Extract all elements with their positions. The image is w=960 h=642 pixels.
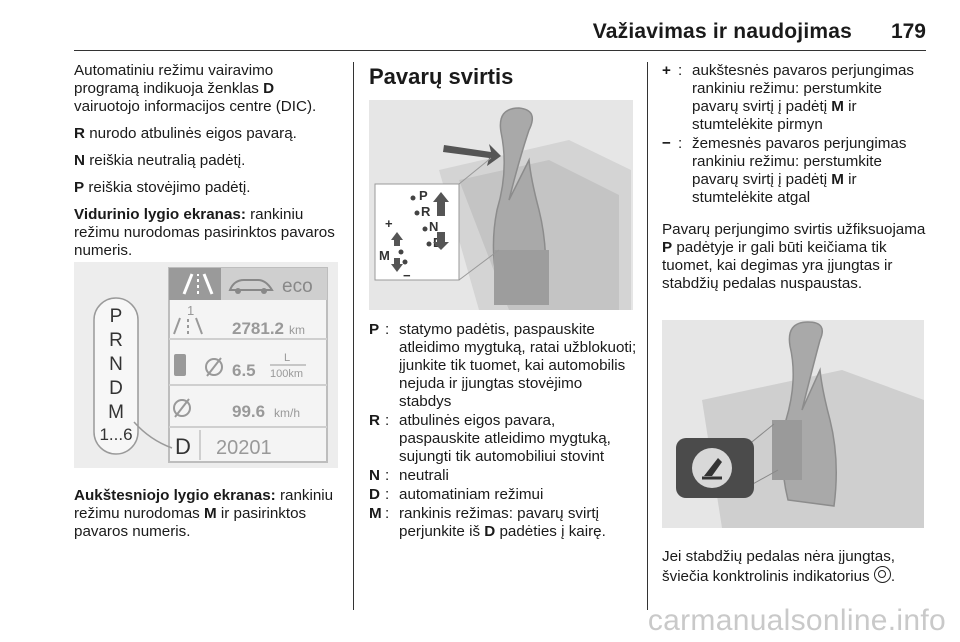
fuel-pump-icon [174, 354, 186, 376]
lever-label-r: R [421, 204, 431, 219]
top-level-paragraph-wrap [74, 487, 338, 550]
brake-indicator-illustration [662, 320, 924, 528]
trip-number: 1 [187, 303, 195, 318]
mid-level-paragraph: Vidurinio lygio ekranas: rankiniu režimu nurodomas pasirinktos pavaros numeris. [74, 206, 335, 259]
column-2 [369, 62, 633, 100]
def-row-r: R : atbulinės eigos pavara, paspauskite atleidimo mygtuką, sujungti tik automobiliui stovint [369, 412, 611, 465]
n-paragraph: N reiškia neutralią padėtį. [74, 152, 246, 169]
def-row-p: P : statymo padėtis, paspauskite atleidimo mygtuką, ratai užblokuoti; įjunkite tik tuomet, kai automobilis nejuda ir įjungtas stovėjimo stabdys [369, 321, 637, 410]
selected-gear: D [175, 434, 191, 459]
odometer-value: 2781.2 [232, 319, 284, 338]
page-header-title: Važiavimas ir naudojimas [592, 20, 852, 43]
gear-lever-illustration [369, 100, 633, 310]
warn-paragraph-wrap [662, 548, 926, 595]
eco-label: eco [282, 276, 313, 297]
section-title: Pavarų svirtis [369, 64, 514, 89]
speed-unit: km/h [274, 406, 301, 420]
brake-indicator-figure [662, 320, 924, 528]
column-1 [74, 62, 338, 269]
intro-paragraph: Automatiniu režimu vairavimo programą indikuoja ženklas D vairuotojo informacijos centre (DIC). [74, 62, 317, 115]
fuel-value: 6.5 [232, 361, 256, 380]
odometer-unit: km [289, 323, 305, 337]
lever-label-plus: + [385, 216, 393, 231]
gear-range: 1...6 [99, 425, 133, 444]
gear-definitions [369, 321, 637, 542]
def-row-m: M : rankinis režimas: pavarų svirtį perjunkite iš D padėties į kairę. [369, 505, 606, 540]
gear-m: M [108, 402, 124, 423]
fuel-unit-bottom: 100km [270, 368, 304, 380]
brake-indicator-icon [874, 566, 891, 583]
lever-label-minus: − [403, 268, 411, 283]
lever-label-m: M [379, 248, 390, 263]
top-level-paragraph: Aukštesniojo lygio ekranas: rankiniu režimu nurodomas M ir pasirinktos pavaros numeris. [74, 487, 334, 540]
column-divider-2 [647, 62, 648, 610]
watermark: carmanualsonline.info [647, 604, 946, 637]
p-paragraph: P reiškia stovėjimo padėtį. [74, 179, 251, 196]
def-row-minus: − : žemesnės pavaros perjungimas rankiniu režimu: perstumkite pavarų svirtį į padėtį M ir stumtelėkite atgal [662, 135, 907, 206]
warn-paragraph: Jei stabdžių pedalas nėra įjungtas, šviečia konktrolinis indikatorius . [662, 548, 896, 585]
fuel-unit-top: L [284, 352, 291, 364]
dic-display-illustration [74, 262, 338, 468]
def-row-n: N : neutrali [369, 467, 449, 484]
lever-label-n: N [429, 219, 439, 234]
def-row-d: D : automatiniam režimui [369, 486, 544, 503]
r-paragraph: R nurodo atbulinės eigos pavarą. [74, 125, 297, 142]
lever-label-p: P [419, 188, 428, 203]
column-3 [662, 62, 926, 302]
page-number: 179 [890, 20, 926, 43]
header-rule [74, 50, 926, 51]
gear-p: P [109, 306, 123, 327]
gear-r: R [109, 330, 123, 351]
gear-n: N [109, 354, 123, 375]
def-row-plus: + : aukštesnės pavaros perjungimas rankiniu režimu: perstumkite pavarų svirtį į padėtį M ir stumtelėkite pirmyn [662, 62, 915, 133]
speed-value: 99.6 [232, 402, 266, 421]
gear-d: D [109, 378, 123, 399]
dic-display-figure [74, 262, 338, 468]
lock-paragraph: Pavarų perjungimo svirtis užfiksuojama P padėtyje ir gali būti keičiama tik tuomet, kai degimas yra įjungtas ir stabdžių pedalas nuspaustas. [662, 221, 926, 292]
total-distance: 20201 [216, 437, 272, 459]
column-divider-1 [353, 62, 354, 610]
gear-lever-figure [369, 100, 633, 310]
